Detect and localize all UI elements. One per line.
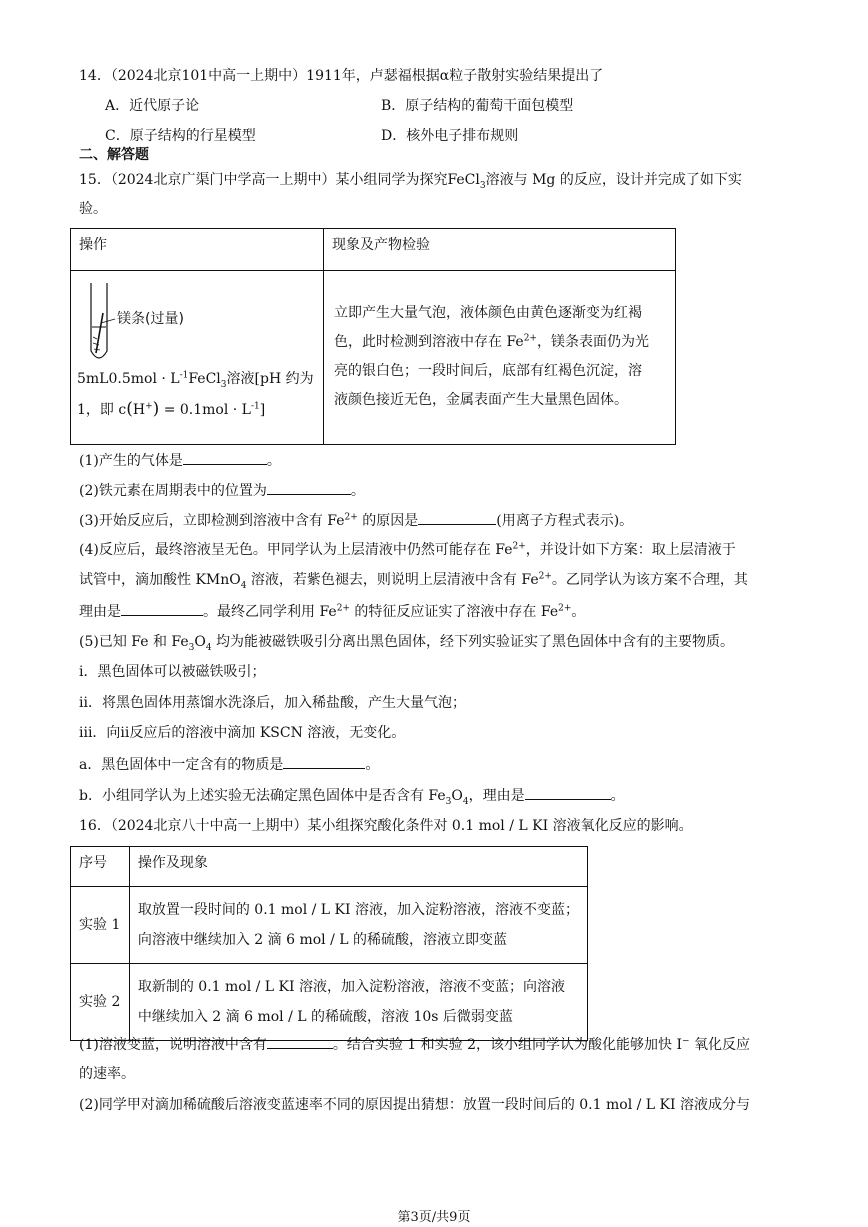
- op-line2: 1，即 $c(H^+) = 0.1mol \cdot L^{-1}$]: [77, 399, 266, 419]
- q16-part1-line2: 的速率。: [79, 1066, 135, 1082]
- answer-blank[interactable]: [183, 450, 267, 465]
- op-line2-end: ]: [259, 402, 266, 418]
- q15-sub-a: [79, 754, 379, 775]
- q15-part5: [79, 632, 734, 652]
- q15-p3-pre: (3)开始反应后，立即检测到溶液中含有 Fe: [79, 513, 345, 529]
- test-tube-diagram: [77, 277, 317, 369]
- q16-p1-a: (1)溶液变蓝，说明溶液中含有: [79, 1037, 267, 1053]
- q14-option-b: B．原子结构的葡萄干面包模型: [381, 98, 574, 114]
- q16-table-h2: 操作及现象: [129, 847, 587, 887]
- q16-p1-c: 氧化反应: [689, 1037, 750, 1053]
- q15-p4-l3d: 。: [571, 604, 586, 620]
- answer-blank[interactable]: [121, 601, 203, 616]
- q15-part1: [79, 450, 281, 471]
- section-heading: 二、解答题: [79, 147, 149, 163]
- q15-table-op-cell: [71, 271, 324, 445]
- q15-p5-b: O: [194, 634, 206, 650]
- q15-p5-c: 均为能被磁铁吸引分离出黑色固体，经下列实验证实了黑色固体中含有的主要物质。: [211, 634, 735, 650]
- q15-b-pre: b．小组同学认为上述实验无法确定黑色固体中是否含有 Fe: [79, 788, 446, 804]
- q15-b-mid: ，理由是: [468, 788, 525, 804]
- q15-part4-line1: [79, 540, 736, 560]
- q15-stem: [79, 170, 742, 190]
- q15-part4-line3: [79, 601, 585, 622]
- q15-p4-l1b: ，并设计如下方案：取上层清液于: [525, 542, 736, 558]
- q16-p1-b: 。结合实验 1 和实验 2，该小组同学认为酸化能够加快 I: [332, 1037, 682, 1053]
- obs-line3: 亮的银白色；一段时间后，底部有红褐色沉淀，溶: [334, 363, 642, 379]
- op-line2-sup: -1: [250, 401, 260, 412]
- q15-p4-l3c: 的特征反应证实了溶液中存在 Fe: [349, 604, 559, 620]
- q14-stem: 14．（2024北京101中高一上期中）1911年，卢瑟福根据α粒子散射实验结果提出了: [79, 68, 604, 84]
- q16-row2-content: [129, 964, 587, 1041]
- op-line2-h: H: [132, 402, 146, 418]
- q15-p3-sup: 2+: [344, 512, 358, 523]
- q15-stem-part2: 溶液与 Mg 的反应，设计并完成了如下实: [485, 172, 742, 188]
- q15-p5-sub1: 3: [188, 642, 195, 653]
- q15-p4-l2b: 溶液，若紫色褪去，则说明上层清液中含有 Fe: [246, 572, 539, 588]
- op-line2-pre: 1，即 c: [77, 402, 127, 418]
- q15-a-text: a．黑色固体中一定含有的物质是: [79, 757, 284, 773]
- obs-line2b: ，镁条表面仍为光: [536, 334, 649, 350]
- q15-table-header-obs: 现象及产物检验: [324, 229, 676, 271]
- answer-blank[interactable]: [525, 785, 611, 800]
- answer-blank[interactable]: [283, 754, 365, 769]
- q15-p4-l2a: 试管中，滴加酸性 KMnO: [79, 572, 241, 588]
- q15-part3: [79, 510, 633, 531]
- q15-table: [70, 228, 676, 445]
- q16-row1-content: [129, 887, 587, 964]
- q16-row1-name: 实验 1: [71, 887, 130, 964]
- q16-table: [70, 846, 588, 1041]
- q15-step-ii: ii．将黑色固体用蒸馏水洗涤后，加入稀盐酸，产生大量气泡；: [79, 695, 466, 711]
- q15-stem-sub: 3: [479, 180, 486, 191]
- q15-p4-l2-sup: 2+: [538, 571, 552, 582]
- obs-line4: 液颜色接近无色，金属表面产生大量黑色固体。: [334, 392, 628, 408]
- q15-p4-l1-sup: 2+: [512, 541, 526, 552]
- answer-blank[interactable]: [267, 480, 351, 495]
- q15-p1-end: 。: [266, 453, 281, 469]
- q16-p1-sup: −: [682, 1036, 690, 1047]
- q16-row2-name: 实验 2: [71, 964, 130, 1041]
- q15-part4-line2: [79, 570, 748, 590]
- q15-step-iii: iii．向ii反应后的溶液中滴加 KSCN 溶液，无变化。: [79, 725, 406, 741]
- q14-option-a: A．近代原子论: [105, 98, 200, 114]
- q16-part1: [79, 1034, 750, 1055]
- q15-p4-l1a: (4)反应后，最终溶液呈无色。甲同学认为上层清液中仍然可能存在 Fe: [79, 542, 513, 558]
- op-line1-post: 溶液[pH 约为: [226, 371, 314, 387]
- op-line1: [77, 369, 317, 389]
- q15-p5-sub2: 4: [205, 642, 212, 653]
- answer-blank[interactable]: [267, 1034, 333, 1049]
- q15-part2: [79, 480, 365, 501]
- q16-row2-line2: 中继续加入 2 滴 6 mol / L 的稀硫酸，溶液 10s 后微弱变蓝: [137, 1009, 513, 1025]
- q15-p3-mid: 的原因是: [357, 513, 419, 529]
- q15-sub-b: [79, 785, 625, 806]
- q15-b-o: O: [451, 788, 463, 804]
- q15-p4-l2-sub: 4: [240, 580, 247, 591]
- tube-label: 镁条(过量): [117, 311, 184, 327]
- q15-p4-l3-sup: 2+: [336, 603, 350, 614]
- q15-p4-l3a: 理由是: [79, 604, 121, 620]
- q15-p2-end: 。: [350, 483, 365, 499]
- q15-table-obs-cell: [324, 271, 676, 445]
- q14-option-c: C．原子结构的行星模型: [105, 128, 256, 144]
- q15-b-end: 。: [610, 788, 625, 804]
- q15-p4-l3b: 。最终乙同学利用 Fe: [203, 604, 337, 620]
- obs-line2a: 色，此时检测到溶液中存在 Fe: [334, 334, 524, 350]
- q15-table-header-op: 操作: [71, 229, 324, 271]
- op-line1-mid: FeCl: [188, 371, 221, 387]
- q15-p4-l2c: 。乙同学认为该方案不合理，其: [551, 572, 748, 588]
- page-footer: 第3页/共9页: [397, 1210, 471, 1225]
- q16-table-h1: 序号: [71, 847, 130, 887]
- op-line1-sub: 3: [220, 379, 227, 390]
- q15-p2-text: (2)铁元素在周期表中的位置为: [79, 483, 267, 499]
- q16-part2: (2)同学甲对滴加稀硫酸后溶液变蓝速率不同的原因提出猜想：放置一段时间后的 0.1 mol / L KI 溶液成分与: [79, 1097, 750, 1113]
- obs-line2: [334, 328, 667, 357]
- op-line2-hsup: +: [145, 401, 153, 412]
- op-line2-post: = 0.1mol · L: [163, 402, 251, 418]
- q15-p4-l3-sup2: 2+: [558, 603, 572, 614]
- q15-stem-part1: 15．（2024北京广渠门中学高一上期中）某小组同学为探究: [79, 172, 448, 188]
- op-line1-pre: 5mL0.5mol · L: [77, 371, 180, 387]
- q15-p1-text: (1)产生的气体是: [79, 453, 183, 469]
- answer-blank[interactable]: [418, 510, 496, 525]
- obs-line2-sup: 2+: [523, 333, 537, 344]
- q16-row2-line1: 取新制的 0.1 mol / L KI 溶液，加入淀粉溶液，溶液不变蓝；向溶液: [137, 979, 565, 995]
- obs-line1: 立即产生大量气泡，液体颜色由黄色逐渐变为红褐: [334, 305, 642, 321]
- q15-stem-fecl: FeCl: [447, 172, 480, 188]
- op-line1-sup: -1: [179, 370, 189, 381]
- q16-row1-line1: 取放置一段时间的 0.1 mol / L KI 溶液，加入淀粉溶液，溶液不变蓝；: [137, 902, 579, 918]
- q16-row1-line2: 向溶液中继续加入 2 滴 6 mol / L 的稀硫酸，溶液立即变蓝: [137, 932, 508, 948]
- q15-p5-a: (5)已知 Fe 和 Fe: [79, 634, 189, 650]
- q15-stem-line2: 验。: [79, 201, 107, 217]
- q16-stem: 16．（2024北京八十中高一上期中）某小组探究酸化条件对 0.1 mol / L KI 溶液氧化反应的影响。: [79, 818, 693, 834]
- q14-option-d: D．核外电子排布规则: [381, 128, 519, 144]
- q15-b-sub2: 4: [462, 796, 469, 807]
- q15-p3-end: (用离子方程式表示)。: [496, 513, 634, 529]
- q15-a-end: 。: [365, 757, 380, 773]
- q15-b-sub1: 3: [445, 796, 452, 807]
- q15-step-i: i．黑色固体可以被磁铁吸引；: [79, 664, 266, 680]
